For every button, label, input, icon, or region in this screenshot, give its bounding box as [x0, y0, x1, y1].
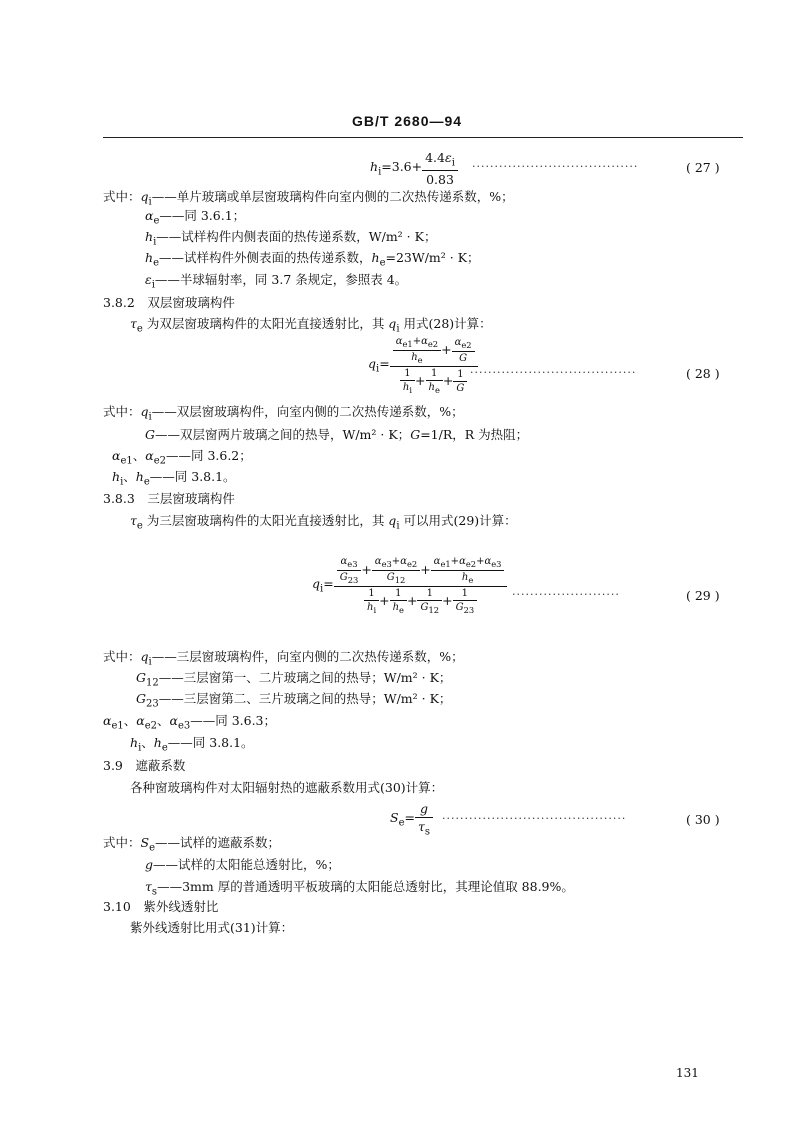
definition-line: $\alpha_e——$同 3.6.1；	[145, 208, 246, 227]
equation-30: $S_e=$ $\frac{g}{\tau_s}$	[390, 801, 433, 838]
definition-line: $h_i$、$h_e——$同 3.8.1。	[130, 735, 254, 754]
definition-line: $G_{23}——$三层窗第二、三片玻璃之间的热导；W/m² · K；	[136, 691, 452, 710]
section-intro: 各种窗玻璃构件对太阳辐射热的遮蔽系数用式(30)计算：	[130, 780, 444, 795]
definition-line: $\tau_s——3mm$ 厚的普通透明平板玻璃的太阳能总透射比，其理论值取 88.9%。	[145, 879, 574, 898]
section-heading-3-8-2: 3.8.2 双层窗玻璃构件	[103, 295, 235, 310]
definition-line: g——试样的太阳能总透射比，%；	[145, 857, 340, 872]
equation-27: $h_i=3.6+$ $\frac{4.4\varepsilon_i}{0.83}$	[370, 150, 458, 187]
section-intro: $\tau_e$ 为双层窗玻璃构件的太阳光直接透射比，其 $q_i$ 用式(28)计算：	[130, 316, 492, 335]
definition-line: $h_e——$试样构件外侧表面的热传递系数，$h_e=23W/m^2 \cdot K$；	[145, 250, 480, 269]
section-heading-3-9: 3.9 遮蔽系数	[103, 758, 186, 773]
standard-code-header: GB/T 2680—94	[352, 113, 463, 129]
header-rule	[103, 137, 743, 138]
equation-27-number: ( 27 )	[686, 160, 720, 175]
equation-29-number: ( 29 )	[686, 588, 720, 603]
definition-line: G——双层窗两片玻璃之间的热导，W/m² · K；G=1/R，R 为热阻；	[145, 427, 529, 442]
equation-28-number: ( 28 )	[686, 366, 720, 381]
section-heading-3-10: 3.10 紫外线透射比	[103, 899, 219, 914]
definition-line: $h_i——$试样构件内侧表面的热传递系数，W/m² · K；	[145, 229, 437, 248]
section-heading-3-8-3: 3.8.3 三层窗玻璃构件	[103, 491, 235, 506]
equation-29: $q_i=$ $\frac{\alpha_{e3}}{G_{23}}$ + $\frac{\alpha_{e3}+\alpha_{e2}}{G_{12}}$ + $\frac{\alpha_{e1}+\alpha_{e2}+\alpha_{e3}}{h_e}$ $\frac{1}{h_i}$ + $\frac{1}{h_e}$ + $\frac{1}{G_{12}}$ + $\frac{1}{G_{23}}$	[312, 556, 507, 615]
definition-line: 式中：$q_i——$双层窗玻璃构件，向室内侧的二次热传递系数，%；	[103, 404, 464, 423]
definition-line: 式中：$S_e——$试样的遮蔽系数；	[103, 835, 281, 854]
definition-line: $G_{12}——$三层窗第一、二片玻璃之间的热导；W/m² · K；	[136, 670, 452, 689]
page-number: 131	[676, 1066, 699, 1080]
definition-line: 式中：$q_i——$单片玻璃或单层窗玻璃构件向室内侧的二次热传递系数，%；	[103, 189, 514, 208]
equation-28-leader: ·····································	[470, 366, 637, 379]
section-intro: 紫外线透射比用式(31)计算：	[130, 920, 294, 935]
definition-line: $h_i$、$h_e——$同 3.8.1。	[112, 469, 236, 488]
definition-line: $\alpha_{e1}$、$\alpha_{e2}——$同 3.6.2；	[112, 448, 252, 467]
equation-29-leader: ························	[512, 588, 620, 601]
definition-line: $\varepsilon_i——$半球辐射率，同 3.7 条规定，参照表 4。	[145, 272, 408, 291]
equation-30-leader: ·········································	[442, 812, 627, 825]
section-intro: $\tau_e$ 为三层窗玻璃构件的太阳光直接透射比，其 $q_i$ 可以用式(29)计算：	[130, 513, 517, 532]
definition-line: 式中：$q_i——$三层窗玻璃构件，向室内侧的二次热传递系数，%；	[103, 649, 464, 668]
equation-27-leader: ·····································	[472, 160, 639, 173]
definition-line: $\alpha_{e1}$、$\alpha_{e2}$、$\alpha_{e3}——$同 3.6.3；	[103, 713, 277, 732]
equation-28: $q_i=$ $\frac{\alpha_{e1}+\alpha_{e2}}{h_e}$ + $\frac{\alpha_{e2}}{G}$ $\frac{1}{h_i}$ + $\frac{1}{h_e}$ + $\frac{1}{G}$	[368, 336, 478, 395]
equation-30-number: ( 30 )	[686, 812, 720, 827]
